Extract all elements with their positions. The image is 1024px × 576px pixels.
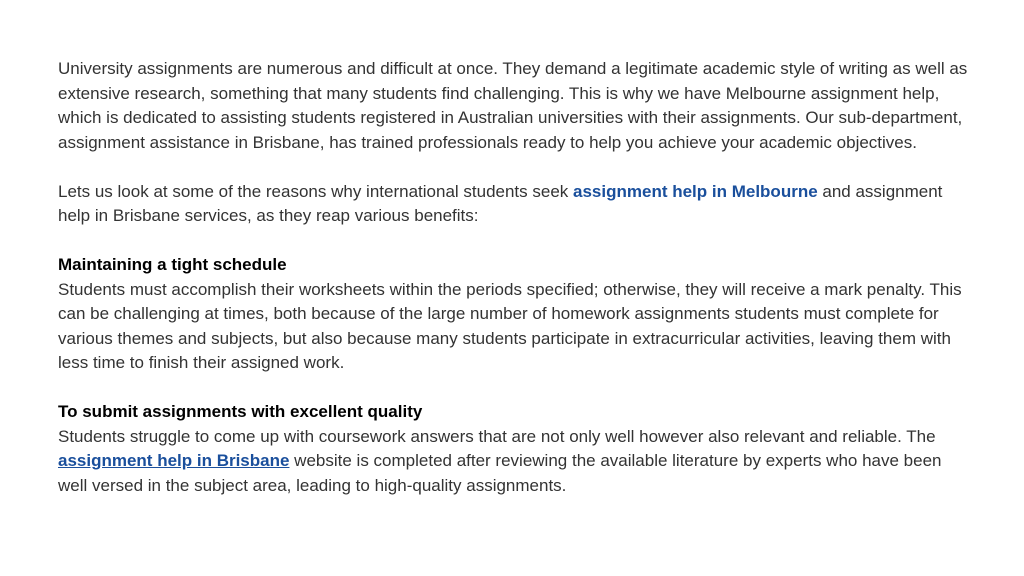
quality-body-before: Students struggle to come up with coursework answers that are not only well however also relevant and reliable. The bbox=[58, 426, 936, 446]
reasons-paragraph bbox=[58, 180, 974, 229]
quality-heading: To submit assignments with excellent quality bbox=[58, 402, 423, 421]
intro-paragraph bbox=[58, 57, 974, 155]
schedule-section bbox=[58, 253, 974, 376]
brisbane-help-link[interactable]: assignment help in Brisbane bbox=[58, 451, 290, 470]
schedule-body: Students must accomplish their worksheets within the periods specified; otherwise, they will receive a mark penalty. This can be challenging at times, both because of the large number of homework assignments students must complete for various themes and subjects, but also because many students participate in extracurricular activities, leaving them with less time to finish their assigned work. bbox=[58, 279, 962, 372]
melbourne-help-link[interactable]: assignment help in Melbourne bbox=[573, 181, 818, 201]
reasons-text-after: and assignment help in Brisbane services, as they reap various benefits: bbox=[58, 181, 943, 225]
intro-text: University assignments are numerous and difficult at once. They demand a legitimate academic style of writing as well as extensive research, something that many students find challenging. This is why we have Melbourne assignment help, which is dedicated to assisting students registered in Australian universities with their assignments. Our sub-department, assignment assistance in Brisbane, has trained professionals ready to help you achieve your academic objectives. bbox=[58, 59, 968, 152]
quality-body-after: website is completed after reviewing the available literature by experts who have been well versed in the subject area, leading to high-quality assignments. bbox=[58, 451, 942, 495]
schedule-heading: Maintaining a tight schedule bbox=[58, 255, 287, 274]
reasons-text-before: Lets us look at some of the reasons why international students seek bbox=[58, 181, 574, 201]
quality-section bbox=[58, 400, 974, 498]
